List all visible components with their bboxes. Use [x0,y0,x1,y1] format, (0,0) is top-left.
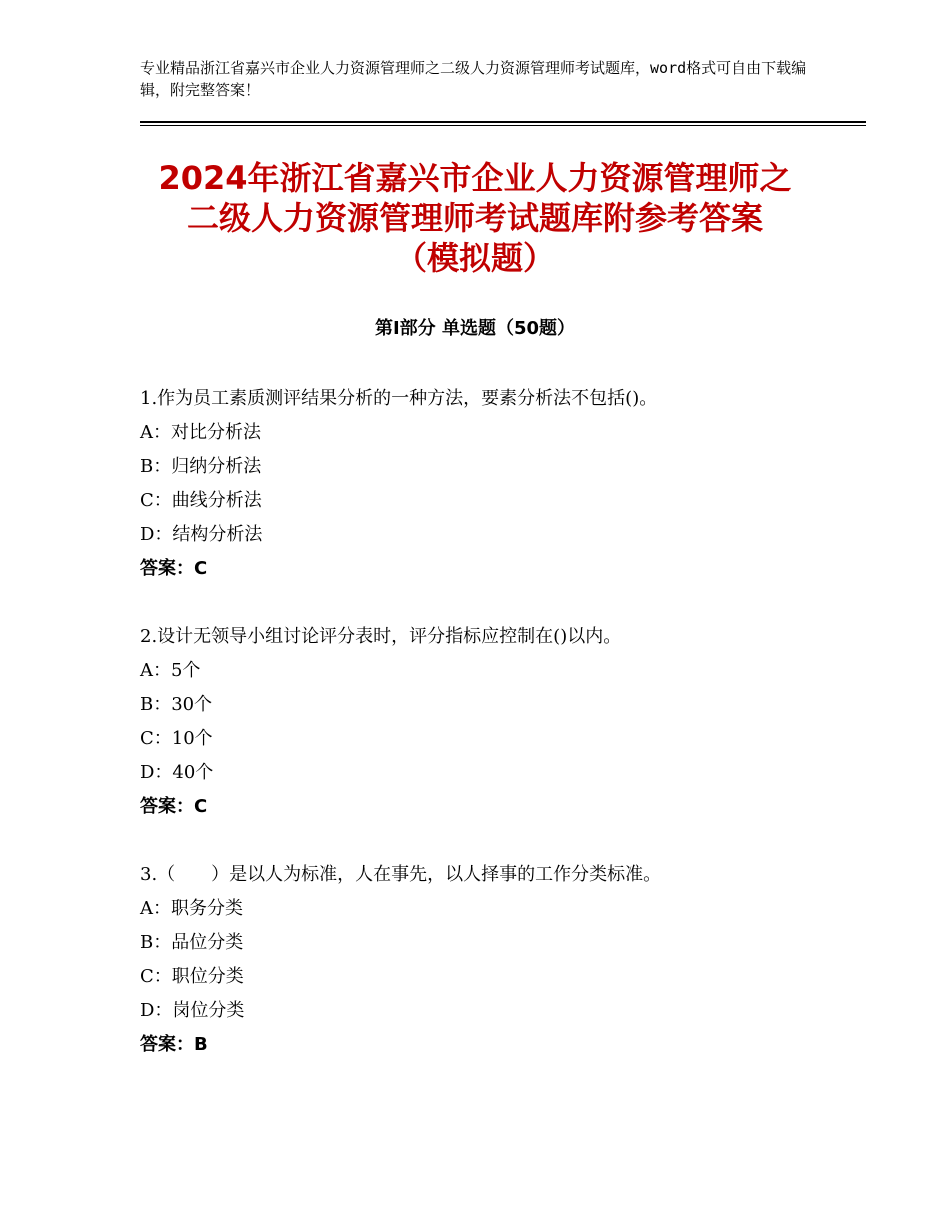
option-a: A：职务分类 [140,898,243,919]
option-b: B：归纳分析法 [140,456,262,477]
title-line-3: （模拟题） [394,239,555,277]
question-3 [140,858,840,1062]
title-line-1: 2024年浙江省嘉兴市企业人力资源管理师之 [158,159,792,197]
answer: 答案：C [140,796,208,817]
option-c: C：曲线分析法 [140,490,262,511]
header-rule-thick [140,121,866,123]
question-stem: 1.作为员工素质测评结果分析的一种方法，要素分析法不包括()。 [140,388,658,409]
header-rule-thin [140,125,866,126]
title-line-2: 二级人力资源管理师考试题库附参考答案 [186,199,763,237]
question-1 [140,382,840,586]
question-stem: 3.（ ）是以人为标准，人在事先，以人择事的工作分类标准。 [140,864,662,885]
option-d: D：40个 [140,762,214,783]
option-b: B：品位分类 [140,932,244,953]
header-note: 专业精品浙江省嘉兴市企业人力资源管理师之二级人力资源管理师考试题库，word格式可自由下载编辑，附完整答案！ [140,59,807,99]
option-d: D：结构分析法 [140,524,263,545]
option-a: A：5个 [140,660,201,681]
document-title [120,158,830,278]
answer: 答案：B [140,1034,208,1055]
answer: 答案：C [140,558,208,579]
option-b: B：30个 [140,694,213,715]
question-stem: 2.设计无领导小组讨论评分表时，评分指标应控制在()以内。 [140,626,622,647]
option-c: C：10个 [140,728,213,749]
section-heading: 第Ⅰ部分 单选题（50题） [374,318,575,339]
question-2 [140,620,840,824]
option-c: C：职位分类 [140,966,244,987]
option-d: D：岗位分类 [140,1000,245,1021]
option-a: A：对比分析法 [140,422,261,443]
